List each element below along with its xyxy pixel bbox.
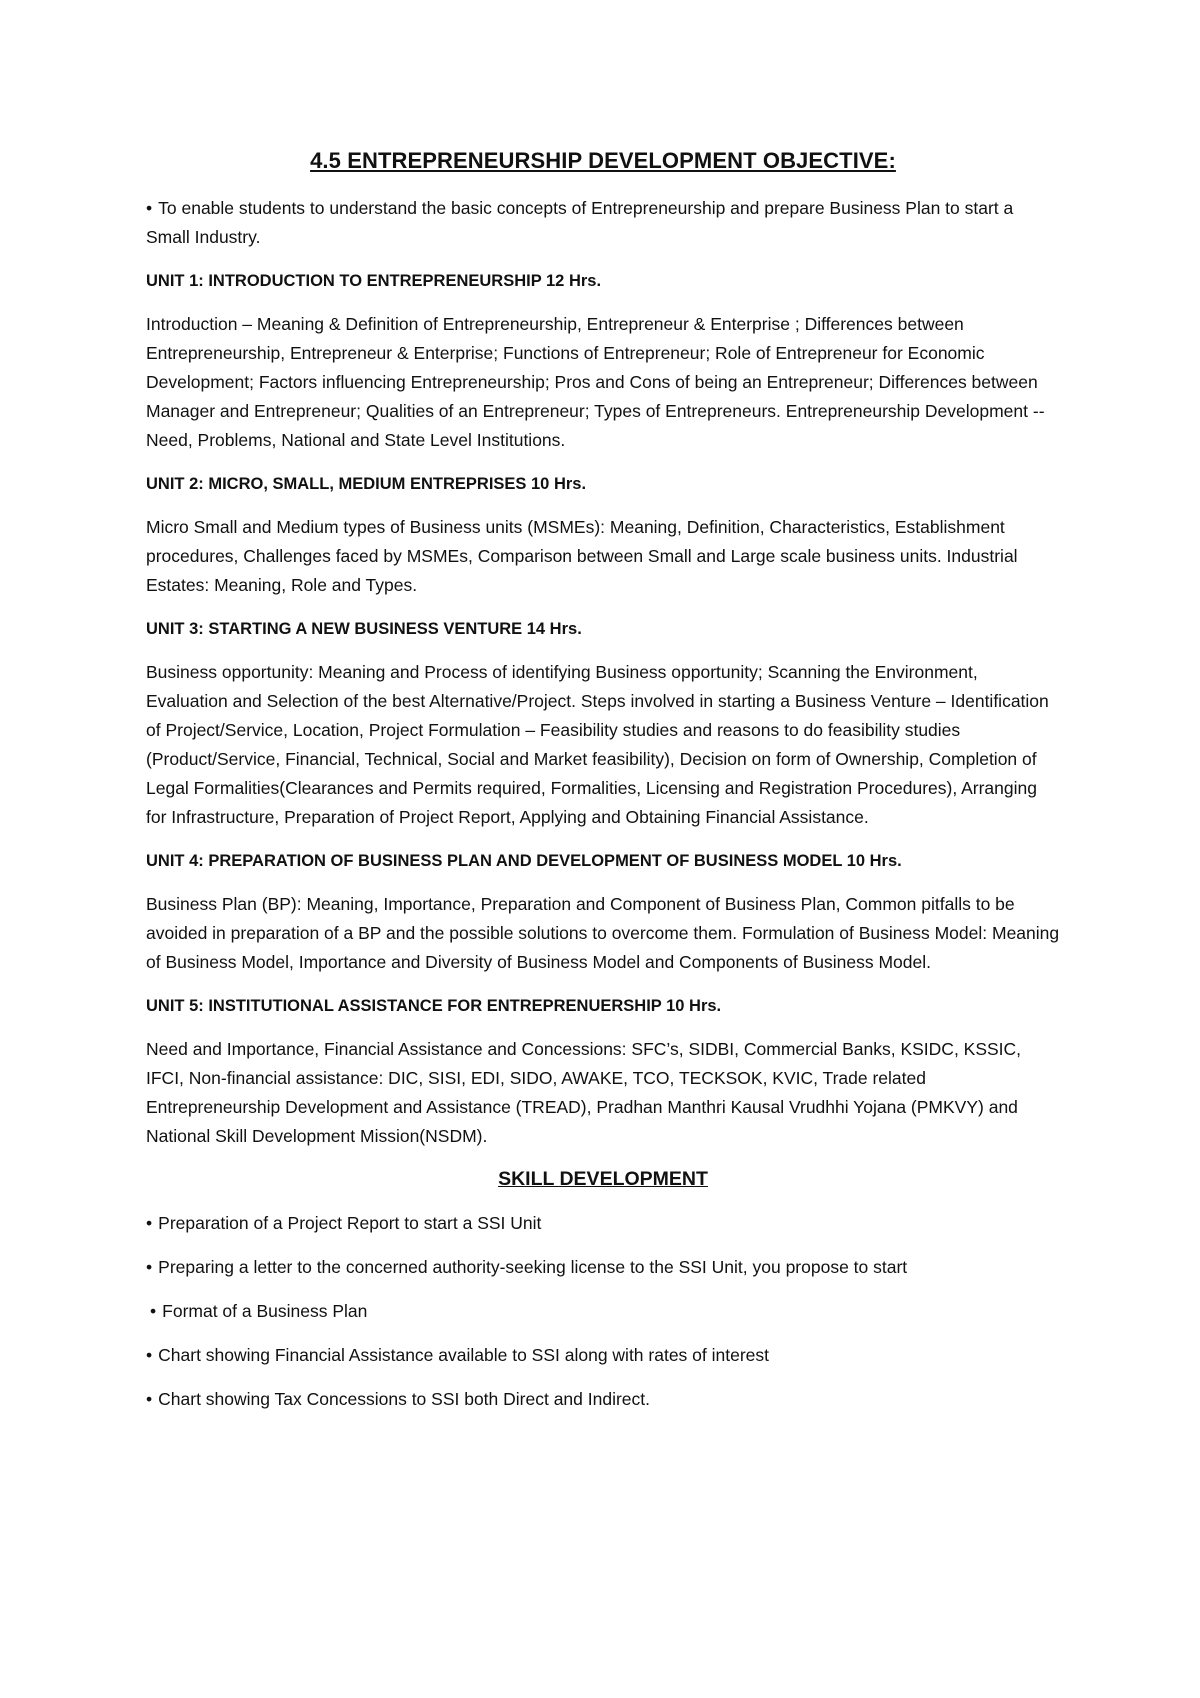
bullet-icon: • [146, 1345, 153, 1365]
unit-2-body: Micro Small and Medium types of Business units (MSMEs): Meaning, Definition, Characteristics, Establishment procedures, Challenges faced by MSMEs, Comparison between Small and Large scale business units. Industrial Estates: Meaning, Role and Types. [146, 517, 1018, 595]
skill-item [146, 1209, 1060, 1238]
bullet-icon: • [150, 1301, 157, 1321]
skill-item [146, 1297, 1060, 1326]
objective-text: To enable students to understand the basic concepts of Entrepreneurship and prepare Business Plan to start a Small Industry. [146, 198, 1014, 247]
unit-2-heading: UNIT 2: MICRO, SMALL, MEDIUM ENTREPRISES 10 Hrs. [146, 475, 587, 493]
bullet-icon: • [146, 198, 153, 218]
skill-item-text: Chart showing Financial Assistance available to SSI along with rates of interest [158, 1345, 770, 1365]
skill-item-text: Preparing a letter to the concerned authority-seeking license to the SSI Unit, you propose to start [158, 1257, 908, 1277]
unit-5-heading: UNIT 5: INSTITUTIONAL ASSISTANCE FOR ENTREPRENUERSHIP 10 Hrs. [146, 997, 722, 1015]
skill-item-text: Format of a Business Plan [162, 1301, 368, 1321]
skill-item-text: Chart showing Tax Concessions to SSI both Direct and Indirect. [158, 1389, 651, 1409]
skill-item-text: Preparation of a Project Report to start a SSI Unit [158, 1213, 542, 1233]
skill-item [146, 1341, 1060, 1370]
unit-5-body: Need and Importance, Financial Assistance and Concessions: SFC’s, SIDBI, Commercial Banks, KSIDC, KSSIC, IFCI, Non-financial assistance: DIC, SISI, EDI, SIDO, AWAKE, TCO, TECKSOK, KVIC, Trade related Entrepreneurship Development and Assistance (TREAD), Pradhan Manthri Kausal Vrudhhi Yojana (PMKVY) and National Skill Development Mission(NSDM). [146, 1039, 1022, 1146]
bullet-icon: • [146, 1213, 153, 1233]
objective-paragraph [146, 194, 1060, 252]
skill-item [146, 1385, 1060, 1414]
unit-3-body: Business opportunity: Meaning and Process of identifying Business opportunity; Scanning the Environment, Evaluation and Selection of the best Alternative/Project. Steps involved in starting a Business Venture – Identification of Project/Service, Location, Project Formulation – Feasibility studies and reasons to do feasibility studies (Product/Service, Financial, Technical, Social and Market feasibility), Decision on form of Ownership, Completion of Legal Formalities(Clearances and Permits required, Formalities, Licensing and Registration Procedures), Arranging for Infrastructure, Preparation of Project Report, Applying and Obtaining Financial Assistance. [146, 662, 1049, 827]
unit-4-body: Business Plan (BP): Meaning, Importance, Preparation and Component of Business Plan, Common pitfalls to be avoided in preparation of a BP and the possible solutions to overcome them. Formulation of Business Model: Meaning of Business Model, Importance and Diversity of Business Model and Components of Business Model. [146, 894, 1060, 972]
skill-item [146, 1253, 1060, 1282]
unit-1-heading: UNIT 1: INTRODUCTION TO ENTREPRENEURSHIP 12 Hrs. [146, 272, 602, 290]
page-title: 4.5 ENTREPRENEURSHIP DEVELOPMENT OBJECTIVE: [310, 148, 896, 173]
unit-1-body: Introduction – Meaning & Definition of Entrepreneurship, Entrepreneur & Enterprise ; Differences between Entrepreneurship, Entrepreneur & Enterprise; Functions of Entrepreneur; Role of Entrepreneur for Economic Development; Factors influencing Entrepreneurship; Pros and Cons of being an Entrepreneur; Differences between Manager and Entrepreneur; Qualities of an Entrepreneur; Types of Entrepreneurs. Entrepreneurship Development -- Need, Problems, National and State Level Institutions. [146, 314, 1045, 450]
unit-4-heading: UNIT 4: PREPARATION OF BUSINESS PLAN AND DEVELOPMENT OF BUSINESS MODEL 10 Hrs. [146, 852, 902, 870]
unit-3-heading: UNIT 3: STARTING A NEW BUSINESS VENTURE 14 Hrs. [146, 620, 582, 638]
bullet-icon: • [146, 1257, 153, 1277]
bullet-icon: • [146, 1389, 153, 1409]
skill-development-heading: SKILL DEVELOPMENT [498, 1168, 708, 1190]
